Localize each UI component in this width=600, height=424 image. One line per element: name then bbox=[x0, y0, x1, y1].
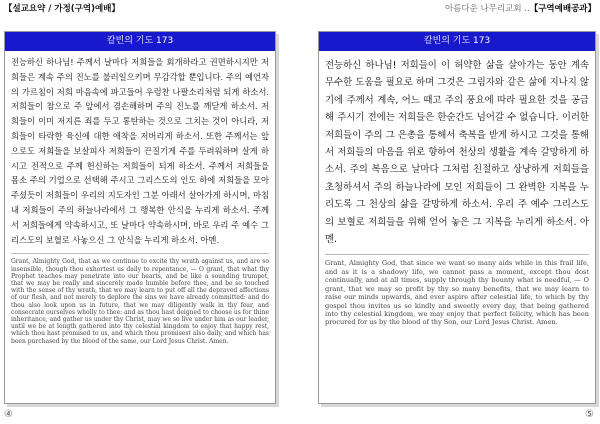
right-page-title: 칼빈의 기도 173 bbox=[319, 32, 595, 51]
right-divider bbox=[325, 254, 589, 255]
header-right-title bbox=[445, 2, 596, 14]
left-divider bbox=[11, 253, 269, 254]
church-name: 아름다운 나무리교회 .. bbox=[445, 4, 530, 14]
left-page bbox=[4, 31, 276, 404]
left-korean-prayer: 전능하신 하나님! 주께서 날마다 저희들을 회개하라고 권면하시지만 저희들은 계속 주의 진노를 불러일으키며 무감각할 뿐입니다. 주의 예언자의 가르침이 저희 마음속에 파고들어 우렁찬 나팔소리처럼 되게 하소서. 저희들이 참으로 주 앞에서 겸손해하며 주의 진노를 깨닫게 하소서. 저희들이 이미 저지른 죄를 두고 통탄하는 것으로 그치는 것이 아니라, 저희들이 타락한 육신에 대한 애착을 저버리게 하소서. 또한 주께서는 앞으로도 저희들을 보살피사 저희들이 끈질기게 주를 두려워하며 살게 하시고 전적으로 주께 헌신하는 저희들이 되게 하소서. 주께서 저희들을 몸소 주의 기업으로 선택해 주시고 그리스도의 인도 하에 저희들을 모아주셨듯이 저희들이 우리의 지도자인 그분 아래서 살아가게 하시며, 마침내 저희들이 주의 하늘나라에서 그 행복한 안식을 누리게 하소서. 주께서 저희들에게 약속하시고, 또 날마다 약속하시며, 바로 우리 주 예수 그리스도의 보혈로 사놓으신 그 안식을 누리게 하소서. 아멘. bbox=[11, 57, 269, 245]
header-left-title: 【설교요약 / 가정(구역)예배】 bbox=[4, 4, 120, 14]
right-korean-prayer: 전능하신 하나님! 저희들이 이 허약한 삶을 살아가는 동안 계속 무수한 도움을 필요로 하며 그것은 그림자와 같은 삶에 지나지 않기에 주께서 계속, 어느 때고 주의 풍요에 따라 필요한 것을 공급해 주시기 전에는 저희들은 한순간도 넘어갈 수 없습니다. 이러한 저희들이 주의 그 은총을 통해서 축복을 받게 하시고 그것을 통해서 저희들의 마음을 위로 향하여 천상의 생활을 계속 갈망하게 하소서. 주의 복음으로 날마다 그처럼 친절하고 상냥하게 저희들을 초청하셔서 주의 하늘나라에 모인 저희들이 그 완벽한 지복을 누리도록 그 천상의 삶을 갈망하게 하소서. 우리 주 예수 그리스도의 보혈로 저희들을 위해 얻어 놓은 그 지복을 누리게 하소서. 아멘. bbox=[325, 60, 589, 246]
left-page-title: 칼빈의 기도 173 bbox=[5, 32, 275, 51]
left-page-number: ④ bbox=[4, 409, 13, 420]
right-english-prayer: Grant, Almighty God, that since we want so many aids while in this frail life, and as it is a shadowy life, we cannot pass a moment, except thou dost continually, and at all times, supply through thy bounty what is needful, — O grant, that we may so profit by thy so many benefits, that we may learn to raise our minds upwards, and ever aspire after celestial life, to which by thy gospel thou invites us so kindly and sweetly every day, that being gathered into thy celestial kingdom, we may enjoy that perfect felicity, which has been procured for us by the blood of thy Son, our Lord Jesus Christ. Amen. bbox=[325, 259, 589, 327]
right-page bbox=[318, 31, 596, 404]
section-label: 【구역예배공과】 bbox=[529, 4, 596, 14]
right-page-number: ⑤ bbox=[585, 409, 594, 420]
left-english-prayer: Grant, Almighty God, that as we continue to excite thy wrath against us, and are so insensible, though thou exhortest us daily to repentance, — O grant, that what thy Prophet teaches may penetrate into our hearts, and be like a sounding trumpet, that we may be really and sincerely made humble before thee, and be so touched with the sense of thy wrath, that we may learn to put off all the depraved affections of our flesh, and not merely to deplore the sins we have already committed: and do thou also look upon us in future, that we may diligently walk in thy fear, and consecrate ourselves wholly to thee: and as thou hast deigned to choose us for thine inheritance, and gather us under thy Christ, may we so live under him as our leader, until we be at length gathered into thy celestial kingdom to enjoy that happy rest, which thou hast promised to us, and which thou promisest also daily, and which has been purchased by the blood of the same, our Lord Jesus Christ. Amen. bbox=[11, 258, 269, 345]
